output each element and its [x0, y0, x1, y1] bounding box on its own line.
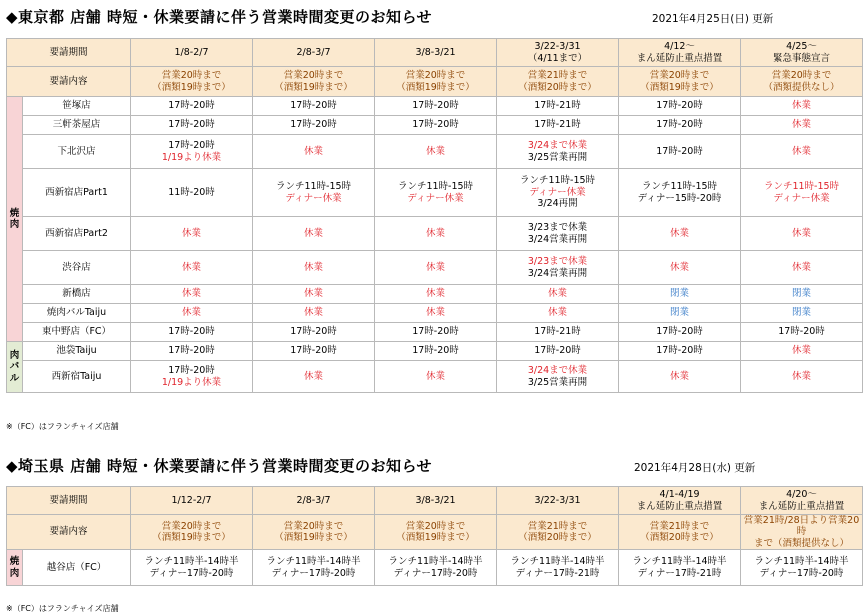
schedule-text: ディナー17時-21時: [515, 567, 600, 579]
schedule-cell: [131, 97, 253, 116]
schedule-cell: [253, 361, 375, 393]
store-name: 西新宿Taiju: [23, 361, 131, 393]
schedule-cell: [131, 135, 253, 169]
schedule-text: 17時-20時: [656, 119, 703, 131]
request-text: まで（酒類提供なし）: [754, 537, 850, 549]
schedule-cell: [131, 217, 253, 251]
request-header-cell: [131, 515, 253, 550]
schedule-text: 休業: [426, 288, 446, 300]
schedule-cell: [741, 217, 863, 251]
schedule-text: 17時-20時: [290, 119, 337, 131]
schedule-text: ディナー休業: [407, 192, 464, 204]
schedule-text: 休業: [304, 145, 324, 157]
category-yakiniku: [7, 550, 23, 586]
tokyo-update-date: 2021年4月25日(日) 更新: [652, 13, 774, 25]
schedule-text: 3/24営業再開: [527, 267, 588, 279]
schedule-text: 1/19より休業: [161, 151, 222, 163]
schedule-text: ディナー17時-20時: [271, 567, 356, 579]
schedule-text: 17時-20時: [412, 100, 459, 112]
schedule-text: ディナー17時-20時: [759, 567, 844, 579]
schedule-text: ランチ11時-15時: [763, 181, 840, 193]
request-text: 営業20時まで: [649, 70, 710, 82]
schedule-text: ランチ11時-15時: [641, 181, 718, 193]
period-text: 1/8-2/7: [174, 46, 209, 58]
period-header-cell: [131, 39, 253, 67]
period-header-cell: [497, 39, 619, 67]
period-text: 緊急事態宣言: [773, 52, 831, 64]
schedule-text: ディナー休業: [773, 192, 830, 204]
schedule-text: 休業: [426, 307, 446, 319]
schedule-text: 17時-21時: [534, 100, 581, 112]
schedule-text: ディナー休業: [285, 192, 342, 204]
schedule-text: ランチ11時半-14時半: [632, 556, 727, 568]
schedule-text: 休業: [792, 227, 812, 239]
request-text: 営業20時まで: [283, 70, 344, 82]
store-row: [7, 251, 863, 285]
store-name: 焼肉バルTaiju: [23, 304, 131, 323]
schedule-text: ディナー休業: [529, 186, 586, 198]
schedule-text: 休業: [426, 370, 446, 382]
schedule-cell: [497, 323, 619, 342]
request-text: （酒類19時まで）: [396, 81, 475, 93]
schedule-cell: [619, 217, 741, 251]
schedule-cell: [741, 285, 863, 304]
store-name: 越谷店（FC）: [23, 550, 131, 586]
saitama-footnote: ※（FC）はフランチャイズ店舗: [6, 604, 119, 613]
schedule-cell: [619, 285, 741, 304]
period-label: 要請期間: [7, 39, 131, 67]
schedule-cell: [497, 550, 619, 586]
period-text: 3/22-3/31: [534, 41, 581, 53]
schedule-text: 3/24まで休業: [527, 365, 588, 377]
saitama-title: ◆埼玉県 店舗 時短・休業要請に伴う営業時間変更のお知らせ: [6, 457, 433, 475]
schedule-text: 休業: [304, 261, 324, 273]
schedule-text: 休業: [182, 261, 202, 273]
schedule-text: 休業: [304, 370, 324, 382]
category-nikubaru: [7, 342, 23, 393]
schedule-cell: [497, 285, 619, 304]
schedule-cell: [131, 361, 253, 393]
schedule-text: 3/24まで休業: [527, 140, 588, 152]
schedule-text: 17時-21時: [534, 326, 581, 338]
schedule-cell: [131, 550, 253, 586]
schedule-cell: [619, 361, 741, 393]
schedule-cell: [497, 169, 619, 217]
store-row: [7, 323, 863, 342]
request-text: （酒類19時まで）: [274, 81, 353, 93]
period-text: 4/20～: [786, 489, 817, 501]
store-row: [7, 550, 863, 586]
schedule-cell: [253, 217, 375, 251]
tokyo-title: ◆東京都 店舗 時短・休業要請に伴う営業時間変更のお知らせ: [6, 8, 433, 26]
schedule-cell: [741, 323, 863, 342]
group-char: 肉: [9, 219, 20, 230]
request-text: 営業20時まで: [283, 520, 344, 532]
period-header-cell: [253, 487, 375, 515]
schedule-cell: [253, 169, 375, 217]
schedule-text: 17時-20時: [168, 100, 215, 112]
schedule-text: ランチ11時半-14時半: [144, 556, 239, 568]
store-row: [7, 169, 863, 217]
schedule-text: 17時-20時: [168, 326, 215, 338]
schedule-cell: [741, 116, 863, 135]
schedule-cell: [741, 342, 863, 361]
schedule-text: 17時-20時: [168, 140, 215, 152]
store-name: 西新宿店Part2: [23, 217, 131, 251]
schedule-cell: [497, 97, 619, 116]
schedule-text: 休業: [792, 119, 812, 131]
request-text: 営業20時まで: [771, 70, 832, 82]
schedule-text: ランチ11時半-14時半: [510, 556, 605, 568]
schedule-cell: [253, 323, 375, 342]
schedule-text: ディナー15時-20時: [637, 192, 722, 204]
schedule-text: 11時-20時: [168, 186, 215, 198]
schedule-cell: [375, 323, 497, 342]
period-text: まん延防止重点措置: [758, 500, 845, 512]
period-text: 3/22-3/31: [534, 494, 581, 506]
schedule-cell: [741, 135, 863, 169]
period-header-cell: [253, 39, 375, 67]
schedule-cell: [619, 116, 741, 135]
schedule-text: 3/24営業再開: [527, 233, 588, 245]
schedule-cell: [131, 285, 253, 304]
store-row: [7, 97, 863, 116]
schedule-text: 17時-20時: [412, 345, 459, 357]
request-text: 営業20時まで: [161, 70, 222, 82]
schedule-text: 17時-20時: [412, 119, 459, 131]
period-header-cell: [131, 487, 253, 515]
schedule-text: 17時-20時: [290, 100, 337, 112]
schedule-text: ランチ11時-15時: [275, 181, 352, 193]
request-header-cell: [375, 515, 497, 550]
schedule-text: 休業: [548, 288, 568, 300]
period-label: 要請期間: [7, 487, 131, 515]
schedule-text: ディナー17時-21時: [637, 567, 722, 579]
schedule-text: 休業: [670, 261, 690, 273]
request-text: （酒類19時まで）: [152, 532, 231, 544]
schedule-text: 17時-20時: [168, 119, 215, 131]
request-text: 営業20時まで: [405, 520, 466, 532]
schedule-text: 休業: [792, 345, 812, 357]
schedule-cell: [741, 169, 863, 217]
schedule-cell: [131, 342, 253, 361]
schedule-text: 閉業: [670, 307, 690, 319]
schedule-text: ランチ11時半-14時半: [266, 556, 361, 568]
schedule-text: 休業: [182, 288, 202, 300]
schedule-cell: [253, 135, 375, 169]
schedule-text: 休業: [670, 227, 690, 239]
period-header-row: [7, 39, 863, 67]
period-header-cell: [375, 39, 497, 67]
period-header-row: [7, 487, 863, 515]
group-char: 肉: [9, 349, 20, 361]
request-text: （酒類20時まで）: [640, 532, 719, 544]
schedule-cell: [375, 304, 497, 323]
schedule-cell: [131, 116, 253, 135]
schedule-text: 3/23まで休業: [527, 256, 588, 268]
period-text: 3/8-3/21: [415, 46, 456, 58]
request-header-cell: [497, 515, 619, 550]
schedule-cell: [253, 304, 375, 323]
schedule-cell: [131, 323, 253, 342]
period-text: 3/8-3/21: [415, 494, 456, 506]
schedule-cell: [253, 342, 375, 361]
request-text: 営業20時まで: [161, 520, 222, 532]
request-header-row: [7, 515, 863, 550]
schedule-cell: [375, 251, 497, 285]
schedule-cell: [619, 97, 741, 116]
category-yakiniku: [7, 97, 23, 342]
schedule-cell: [741, 361, 863, 393]
store-name: 渋谷店: [23, 251, 131, 285]
schedule-cell: [375, 285, 497, 304]
schedule-text: 17時-20時: [656, 345, 703, 357]
request-text: 営業20時まで: [405, 70, 466, 82]
store-row: [7, 361, 863, 393]
request-label: 要請内容: [7, 515, 131, 550]
request-text: （酒類19時まで）: [274, 532, 353, 544]
schedule-text: 閉業: [670, 288, 690, 300]
period-header-cell: [741, 39, 863, 67]
schedule-cell: [619, 323, 741, 342]
schedule-text: 休業: [182, 307, 202, 319]
schedule-text: 休業: [548, 307, 568, 319]
schedule-text: 休業: [792, 370, 812, 382]
schedule-text: 3/23まで休業: [527, 222, 588, 234]
period-text: 2/8-3/7: [296, 46, 331, 58]
period-header-cell: [497, 487, 619, 515]
schedule-cell: [619, 304, 741, 323]
request-text: （酒類19時まで）: [396, 532, 475, 544]
schedule-text: ディナー17時-20時: [149, 567, 234, 579]
schedule-cell: [497, 342, 619, 361]
store-name: 池袋Taiju: [23, 342, 131, 361]
store-name: 新橋店: [23, 285, 131, 304]
tokyo-schedule-table: [6, 38, 863, 393]
schedule-cell: [619, 251, 741, 285]
schedule-text: 17時-20時: [290, 326, 337, 338]
schedule-text: 17時-20時: [168, 345, 215, 357]
schedule-cell: [375, 97, 497, 116]
period-text: 2/8-3/7: [296, 494, 331, 506]
schedule-cell: [253, 116, 375, 135]
request-text: （酒類20時まで）: [518, 532, 597, 544]
request-header-cell: [131, 67, 253, 97]
period-text: （4/11まで）: [527, 52, 588, 64]
schedule-text: 3/25営業再開: [527, 151, 588, 163]
schedule-text: 17時-20時: [534, 345, 581, 357]
schedule-cell: [497, 116, 619, 135]
period-text: 4/12～: [664, 41, 695, 53]
store-name: 笹塚店: [23, 97, 131, 116]
schedule-cell: [375, 135, 497, 169]
group-char: ル: [9, 372, 20, 384]
saitama-update-date: 2021年4月28日(水) 更新: [634, 462, 756, 474]
schedule-cell: [619, 342, 741, 361]
schedule-text: 3/25営業再開: [527, 376, 588, 388]
request-text: 営業21時まで: [649, 520, 710, 532]
schedule-text: 休業: [792, 100, 812, 112]
schedule-text: 休業: [304, 307, 324, 319]
schedule-text: ランチ11時-15時: [397, 181, 474, 193]
schedule-cell: [375, 550, 497, 586]
schedule-cell: [497, 304, 619, 323]
store-row: [7, 285, 863, 304]
schedule-cell: [497, 361, 619, 393]
period-text: 4/25～: [786, 41, 817, 53]
store-row: [7, 217, 863, 251]
store-row: [7, 342, 863, 361]
schedule-cell: [253, 550, 375, 586]
schedule-cell: [131, 251, 253, 285]
schedule-text: 閉業: [792, 307, 812, 319]
schedule-cell: [375, 361, 497, 393]
schedule-cell: [253, 97, 375, 116]
request-text: （酒類20時まで）: [518, 81, 597, 93]
store-name: 東中野店（FC）: [23, 323, 131, 342]
schedule-text: 17時-20時: [778, 326, 825, 338]
schedule-cell: [375, 217, 497, 251]
schedule-text: 17時-20時: [168, 365, 215, 377]
schedule-text: 休業: [304, 288, 324, 300]
schedule-cell: [619, 135, 741, 169]
period-text: まん延防止重点措置: [636, 52, 723, 64]
schedule-text: 閉業: [792, 288, 812, 300]
schedule-text: 1/19より休業: [161, 376, 222, 388]
schedule-cell: [497, 135, 619, 169]
schedule-text: 17時-20時: [656, 326, 703, 338]
request-header-cell: [619, 515, 741, 550]
schedule-text: 休業: [426, 261, 446, 273]
request-text: （酒類19時まで）: [640, 81, 719, 93]
tokyo-footnote: ※（FC）はフランチャイズ店舗: [6, 422, 119, 431]
request-text: 営業21時/28日より営業20時: [743, 515, 860, 538]
schedule-text: 休業: [304, 227, 324, 239]
request-header-cell: [741, 515, 863, 550]
schedule-text: 休業: [792, 261, 812, 273]
store-row: [7, 116, 863, 135]
schedule-text: ディナー17時-20時: [393, 567, 478, 579]
schedule-text: 17時-20時: [656, 145, 703, 157]
store-name: 下北沢店: [23, 135, 131, 169]
period-header-cell: [619, 39, 741, 67]
schedule-text: 休業: [182, 227, 202, 239]
request-header-row: [7, 67, 863, 97]
schedule-cell: [741, 304, 863, 323]
schedule-cell: [619, 169, 741, 217]
schedule-text: 休業: [792, 145, 812, 157]
period-header-cell: [619, 487, 741, 515]
saitama-schedule-table: [6, 486, 863, 586]
schedule-text: 3/24再開: [537, 198, 578, 210]
request-header-cell: [741, 67, 863, 97]
schedule-cell: [253, 251, 375, 285]
schedule-cell: [375, 169, 497, 217]
request-header-cell: [253, 67, 375, 97]
request-text: 営業21時まで: [527, 520, 588, 532]
request-header-cell: [497, 67, 619, 97]
period-text: 4/1-4/19: [659, 489, 700, 501]
request-header-cell: [375, 67, 497, 97]
schedule-cell: [131, 169, 253, 217]
schedule-cell: [497, 217, 619, 251]
period-text: 1/12-2/7: [171, 494, 212, 506]
schedule-cell: [619, 550, 741, 586]
group-char: 焼: [9, 556, 20, 568]
request-text: （酒類19時まで）: [152, 81, 231, 93]
schedule-cell: [741, 97, 863, 116]
schedule-cell: [131, 304, 253, 323]
store-row: [7, 135, 863, 169]
schedule-cell: [375, 116, 497, 135]
schedule-text: ランチ11時-15時: [519, 175, 596, 187]
period-text: まん延防止重点措置: [636, 500, 723, 512]
period-header-cell: [375, 487, 497, 515]
group-char: バ: [9, 361, 20, 373]
schedule-cell: [375, 342, 497, 361]
schedule-cell: [497, 251, 619, 285]
schedule-cell: [741, 550, 863, 586]
store-name: 三軒茶屋店: [23, 116, 131, 135]
schedule-text: ランチ11時半-14時半: [754, 556, 849, 568]
schedule-text: 休業: [426, 145, 446, 157]
store-name: 西新宿店Part1: [23, 169, 131, 217]
group-char: 肉: [9, 567, 20, 579]
store-row: [7, 304, 863, 323]
schedule-cell: [253, 285, 375, 304]
schedule-text: 休業: [670, 370, 690, 382]
schedule-text: 17時-20時: [656, 100, 703, 112]
request-label: 要請内容: [7, 67, 131, 97]
request-text: （酒類提供なし）: [763, 81, 840, 93]
request-header-cell: [253, 515, 375, 550]
schedule-text: ランチ11時半-14時半: [388, 556, 483, 568]
schedule-text: 休業: [426, 227, 446, 239]
schedule-text: 17時-20時: [412, 326, 459, 338]
request-header-cell: [619, 67, 741, 97]
schedule-cell: [741, 251, 863, 285]
request-text: 営業21時まで: [527, 70, 588, 82]
group-char: 焼: [9, 207, 20, 219]
schedule-text: 17時-20時: [290, 345, 337, 357]
period-header-cell: [741, 487, 863, 515]
schedule-text: 17時-21時: [534, 119, 581, 131]
